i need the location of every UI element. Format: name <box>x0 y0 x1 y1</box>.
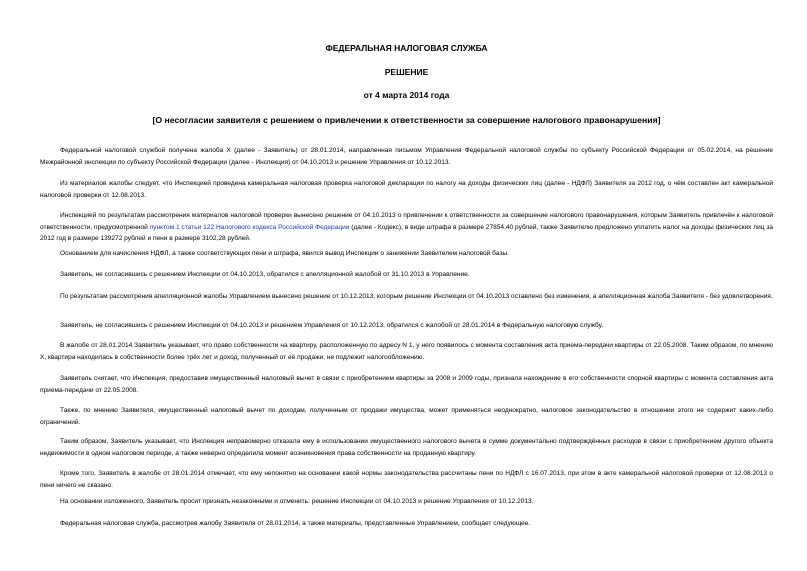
paragraph: На основании изложенного, Заявитель просит признать незаконными и отменить: решение Инспекции от 04.10.2013 и решение Управления от 10.12.2013. <box>60 498 534 505</box>
document-subject: [О несогласии заявителя с решением о привлечении к ответственности за совершение налогового правонарушения] <box>152 115 661 125</box>
paragraph-text: Инспекцией по результатам рассмотрения материалов налоговой проверки вынесено решение от 04.10.2013 о привлечении к ответственности за совершение налогового правонарушения, которым Заявитель привлечён к налоговой ответственности, предусмотренной <box>40 212 773 231</box>
paragraph: Основанием для начисления НДФЛ, а также соответствующих пени и штрафа, явился вывод Инспекции о занижении Заявителем налоговой базы. <box>60 250 509 257</box>
paragraph: Федеральная налоговая служба, рассмотрев жалобу Заявителя от 28.01.2014, а также материалы, представленные Управлением, сообщает следующее. <box>60 520 531 527</box>
code-article-link[interactable]: пунктом 1 статьи 122 Налогового кодекса Российской Федерации <box>149 223 350 231</box>
paragraph: Заявитель, не согласившись с решением Инспекции от 04.10.2013, обратился с апелляционной жалобой от 31.10.2013 в Управление. <box>60 271 470 278</box>
paragraph: Также, по мнению Заявителя, имущественный налоговый вычет по доходам, полученным от продажи имущества, может применяться неоднократно, налоговое законодательство в отношении этого не содержит каких-либо ограничений. <box>40 407 773 426</box>
paragraph: Заявитель, не согласившись с решением Инспекции от 04.10.2013 и решением Управления от 10.12.2013, обратился с жалобой от 28.01.2014 в Федеральную налоговую службу. <box>60 322 604 329</box>
paragraph: Из материалов жалобы следует, что Инспекцией проведена камеральная налоговая проверка налоговой декларации по налогу на доходы физических лиц (далее - НДФЛ) Заявителя за 2012 год, о чём составлен акт камеральной налоговой проверки от 12.08.2013. <box>40 180 773 199</box>
paragraph <box>40 210 773 245</box>
document-title: РЕШЕНИЕ <box>384 67 429 77</box>
paragraph: Кроме того, Заявитель в жалобе от 28.01.2014 отмечает, что ему непонятно на основании какой нормы законодательства рассчитаны пени по НДФЛ с 16.07.2013, при этом в акте камеральной налоговой проверки от 12.08.2013 о пени ничего не сказано. <box>40 470 773 489</box>
paragraph: Федеральной налоговой службой получена жалоба X (далее - Заявитель) от 28.01.2014, направленная письмом Управления Федеральной налоговой службы по субъекту Российской Федерации от 05.02.2014, на решение Межрайонной инспекции по субъекту Российской Федерации (далее - Инспекция) от 04.10.2013 и решение Управления от 10.12.2013. <box>40 147 773 166</box>
paragraph: Заявитель считает, что Инспекция, предоставив имущественный налоговый вычет в связи с приобретением квартиры за 2008 и 2009 годы, признала нахождение в его собственности спорной квартиры с момента составления акта приема-передачи от 22.05.2008. <box>40 375 773 394</box>
paragraph: Таким образом, Заявитель указывает, что Инспекция неправомерно отказала ему в использовании имущественного налогового вычета в сумме документально подтверждённых расходов в связи с приобретением другого объекта недвижимости в одном налоговом периоде, а также неверно определила момент возникновения права собственности на проданную квартиру. <box>40 438 773 457</box>
paragraph-text: (далее - Кодекс), в виде штрафа в размере 27854,40 рублей, также Заявителю предложено уплатить налог на доходы физических лиц за 2012 год в размере 139272 рублей и пени в размере 3102,28 рублей. <box>40 223 774 243</box>
paragraph: По результатам рассмотрения апелляционной жалобы Управлением вынесено решение от 10.12.2013, которым решение Инспекции от 04.10.2013 оставлено без изменения, а апелляционная жалоба Заявителя - без удовлетворения. <box>60 293 773 300</box>
paragraph: В жалобе от 28.01.2014 Заявитель указывает, что право собственности на квартиру, расположенную по адресу N 1, у него появилось с момента составления акта приема-передачи квартиры от 22.05.2008. Таким образом, по мнению X, квартира находилась в собственности более трёх лет и доход, полученный от её продажи, не подлежит налогообложению. <box>40 342 773 361</box>
issuer-heading: ФЕДЕРАЛЬНАЯ НАЛОГОВАЯ СЛУЖБА <box>325 43 488 53</box>
document-date: от 4 марта 2014 года <box>363 90 450 100</box>
